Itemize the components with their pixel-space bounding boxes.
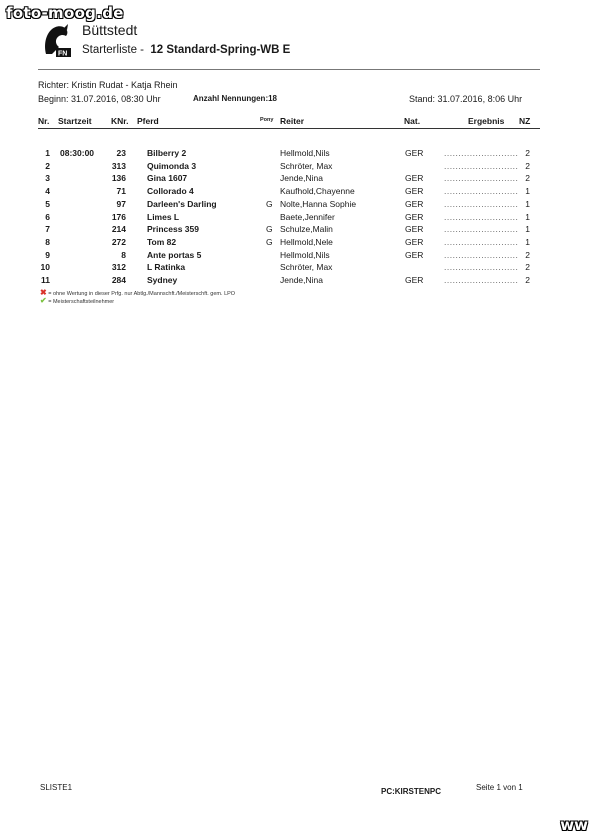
row-reiter: Schröter, Max <box>280 160 333 171</box>
row-nz: 1 <box>525 211 530 222</box>
row-ergebnis: .......................... <box>444 173 519 184</box>
subtitle-prefix: Starterliste - <box>82 44 144 56</box>
watermark-text: foto-moog.de <box>6 4 124 22</box>
table-header <box>0 116 596 129</box>
row-nat: GER <box>405 211 424 222</box>
row-ergebnis: .......................... <box>444 224 519 235</box>
table-row <box>0 199 596 212</box>
check-icon: ✔ <box>40 296 47 305</box>
row-nr: 5 <box>45 198 50 209</box>
row-knr: 312 <box>111 262 126 273</box>
row-nat: GER <box>405 148 424 158</box>
row-nr: 10 <box>40 262 50 273</box>
stand-text: Stand: 31.07.2016, 8:06 Uhr <box>409 94 523 104</box>
row-pferd: Ante portas 5 <box>147 249 202 260</box>
row-reiter: Hellmold,Nele <box>280 236 333 247</box>
row-nz: 2 <box>525 262 530 273</box>
row-nz: 2 <box>525 160 530 171</box>
row-nr: 7 <box>45 224 50 235</box>
row-knr: 136 <box>111 173 126 184</box>
table-row <box>0 237 596 250</box>
col-nz: NZ <box>519 116 531 126</box>
row-pferd: Princess 359 <box>147 224 199 235</box>
table-row <box>0 262 596 275</box>
col-pony: Pony <box>260 117 274 123</box>
row-nz: 1 <box>525 236 530 247</box>
header-divider <box>38 69 540 70</box>
row-nr: 9 <box>45 249 50 260</box>
col-nat: Nat. <box>404 116 421 126</box>
row-nz: 2 <box>525 173 530 184</box>
row-knr: 272 <box>111 236 126 247</box>
row-nz: 2 <box>525 249 530 260</box>
row-nz: 1 <box>525 198 530 209</box>
bottom-watermark-text: ww <box>560 816 588 834</box>
row-pony: G <box>266 198 273 209</box>
row-reiter: Hellmold,Nils <box>280 148 330 158</box>
fn-logo-icon <box>42 24 72 58</box>
row-knr: 23 <box>116 148 126 158</box>
list-subtitle <box>82 44 290 56</box>
row-nz: 2 <box>525 275 530 285</box>
row-reiter: Nolte,Hanna Sophie <box>280 198 357 209</box>
footer-report-id: SLISTE1 <box>40 783 73 792</box>
footer-pc-name: PC:KIRSTENPC <box>381 787 442 796</box>
place-title: Büttstedt <box>82 22 138 38</box>
row-nz: 1 <box>525 186 530 197</box>
col-pferd: Pferd <box>137 116 159 126</box>
row-reiter: Baete,Jennifer <box>280 211 335 222</box>
row-ergebnis: .......................... <box>444 186 519 197</box>
row-knr: 176 <box>111 211 126 222</box>
row-nr: 11 <box>41 275 50 285</box>
row-pony: G <box>266 224 273 235</box>
row-reiter: Hellmold,Nils <box>280 249 330 260</box>
row-ergebnis: .......................... <box>444 275 519 285</box>
row-reiter: Schröter, Max <box>280 262 333 273</box>
competition-title: 12 Standard-Spring-WB E <box>150 44 291 56</box>
row-knr: 313 <box>111 160 126 171</box>
row-nr: 4 <box>45 186 50 197</box>
row-nr: 3 <box>45 173 50 184</box>
begin-text: Beginn: 31.07.2016, 08:30 Uhr <box>38 94 161 104</box>
row-nat: GER <box>405 198 424 209</box>
row-ergebnis: .......................... <box>444 211 519 222</box>
table-row <box>0 161 596 174</box>
col-ergebnis: Ergebnis <box>468 116 505 126</box>
row-pferd: Limes L <box>147 211 180 222</box>
legend-text: = Meisterschaftsteilnehmer <box>48 299 115 305</box>
col-knr: KNr. <box>111 116 129 126</box>
row-reiter: Jende,Nina <box>280 173 324 184</box>
row-nat: GER <box>405 275 424 285</box>
col-startzeit: Startzeit <box>58 116 92 126</box>
row-reiter: Jende,Nina <box>280 275 324 285</box>
legend-item-championship <box>40 296 114 305</box>
table-row <box>0 224 596 237</box>
table-row <box>0 186 596 199</box>
row-pferd: Gina 1607 <box>147 173 188 184</box>
svg-text:FN: FN <box>58 50 68 58</box>
cross-icon: ✖ <box>40 288 47 297</box>
col-reiter: Reiter <box>280 116 305 126</box>
row-pferd: L Ratinka <box>147 262 186 273</box>
legend-text: = ohne Wertung in dieser Prfg. nur Abtlg./Mannschft./Meisterschft. gem. LPO <box>48 291 236 297</box>
row-pony: G <box>266 236 273 247</box>
row-nat: GER <box>405 249 424 260</box>
row-nr: 2 <box>45 160 50 171</box>
judges-text: Richter: Kristin Rudat - Katja Rhein <box>38 80 178 90</box>
row-ergebnis: .......................... <box>444 262 519 273</box>
row-pferd: Bilberry 2 <box>147 148 187 158</box>
row-startzeit: 08:30:00 <box>60 148 95 158</box>
row-nat: GER <box>405 236 424 247</box>
table-row <box>0 212 596 225</box>
row-nz: 1 <box>525 224 530 235</box>
row-pferd: Collorado 4 <box>147 186 194 197</box>
row-knr: 71 <box>116 186 126 197</box>
row-knr: 214 <box>111 224 126 235</box>
table-row <box>0 275 596 288</box>
row-pferd: Quimonda 3 <box>147 160 197 171</box>
table-header-divider <box>38 128 540 129</box>
row-ergebnis: .......................... <box>444 236 519 247</box>
row-nat: GER <box>405 186 424 197</box>
row-pferd: Darleen's Darling <box>147 198 217 209</box>
row-ergebnis: .......................... <box>444 148 519 158</box>
row-reiter: Kaufhold,Chayenne <box>280 186 355 197</box>
row-nat: GER <box>405 173 424 184</box>
row-knr: 284 <box>111 275 126 285</box>
col-nr: Nr. <box>38 116 50 126</box>
row-pferd: Sydney <box>147 275 178 285</box>
entries-count: Anzahl Nennungen:18 <box>193 94 278 103</box>
row-reiter: Schulze,Malin <box>280 224 333 235</box>
row-knr: 8 <box>121 249 126 260</box>
row-nat: GER <box>405 224 424 235</box>
row-pferd: Tom 82 <box>147 236 177 247</box>
row-ergebnis: .......................... <box>444 249 519 260</box>
row-ergebnis: .......................... <box>444 160 519 171</box>
row-knr: 97 <box>116 198 126 209</box>
row-nz: 2 <box>525 148 530 158</box>
row-nr: 6 <box>45 211 50 222</box>
table-row <box>0 250 596 263</box>
table-row <box>0 173 596 186</box>
row-ergebnis: .......................... <box>444 198 519 209</box>
footer-page-number: Seite 1 von 1 <box>476 783 523 792</box>
row-nr: 8 <box>45 236 50 247</box>
row-nr: 1 <box>45 148 50 158</box>
table-row <box>0 148 596 161</box>
